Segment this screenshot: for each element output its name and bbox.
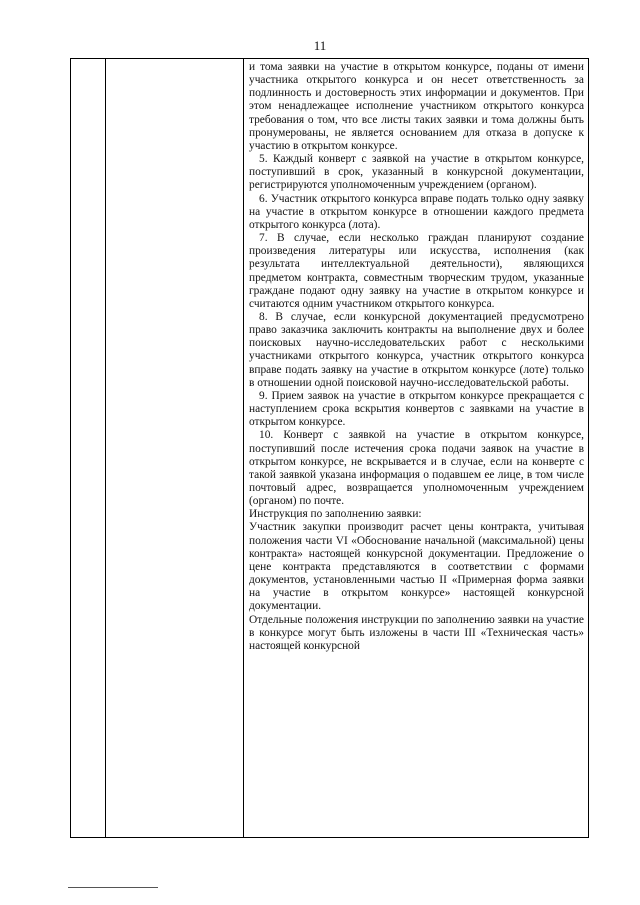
footer-rule — [68, 887, 158, 888]
document-table — [70, 58, 589, 838]
paragraph-item-5: 5. Каждый конверт с заявкой на участие в открытом конкурсе, поступивший в срок, указанный в конкурсной документации, регистрируются уполномоченным учреждением (органом). — [249, 153, 584, 192]
table-cell-content — [244, 59, 589, 838]
table-row — [71, 59, 589, 838]
page-number: 11 — [313, 38, 327, 53]
paragraph-item-10: 10. Конверт с заявкой на участие в открытом конкурсе, поступивший после истечения срока подачи заявок на участие в открытом конкурсе, не вскрывается и в случае, если на конверте с такой заявкой указана информация о подавшем ее лице, в том числе почтовый адрес, возвращается уполномоченным учреждением (органом) по почте. — [249, 429, 584, 508]
paragraph-item-6: 6. Участник открытого конкурса вправе подать только одну заявку на участие в открытом конкурсе в отношении каждого предмета открытого конкурса (лота). — [249, 192, 584, 231]
table-cell-number — [71, 59, 106, 838]
paragraph-continuation: и тома заявки на участие в открытом конкурсе, поданы от имени участника открытого конкурса и он несет ответственность за подлинность и достоверность этих информации и документов. При этом ненадлежащее исполнение участником открытого конкурса требования о том, что все листы таких заявки и тома должны быть пронумерованы, не является основанием для отказа в допуске к участию в открытом конкурсе. — [249, 61, 584, 152]
paragraph-instruction-price: Участник закупки производит расчет цены контракта, учитывая положения части VI «Обоснование начальной (максимальной) цены контракта» настоящей конкурсной документации. Предложение о цене контракта представляются в соответствии с формами документов, установленными частью II «Примерная форма заявки на участие в открытом конкурсе» настоящей конкурсной документации. — [249, 521, 584, 613]
paragraph-item-8: 8. В случае, если конкурсной документацией предусмотрено право заказчика заключить контракты на выполнение двух и более поисковых научно-исследовательских работ с несколькими участниками открытого конкурса, участник открытого конкурса вправе подать заявку на участие в открытом конкурсе (лоте) только в отношении одной поисковой научно-исследовательской работы. — [249, 310, 584, 389]
paragraph-item-9: 9. Прием заявок на участие в открытом конкурсе прекращается с наступлением срока вскрытия конвертов с заявками на участие в открытом конкурсе. — [249, 389, 584, 429]
paragraph-instruction-technical: Отдельные положения инструкции по заполнению заявки на участие в конкурсе могут быть изложены в части III «Техническая часть» настоящей конкурсной — [249, 613, 584, 652]
instruction-heading: Инструкция по заполнению заявки: — [249, 508, 422, 521]
table-cell-title — [106, 59, 244, 838]
paragraph-item-7: 7. В случае, если несколько граждан планируют создание произведения литературы или искусства, исполнения (как результата интеллектуальной деятельности), являющихся предметом контракта, совместным творческим трудом, указанные граждане подают одну заявку на участие в открытом конкурсе и считаются одним участником открытого конкурса. — [249, 232, 584, 310]
